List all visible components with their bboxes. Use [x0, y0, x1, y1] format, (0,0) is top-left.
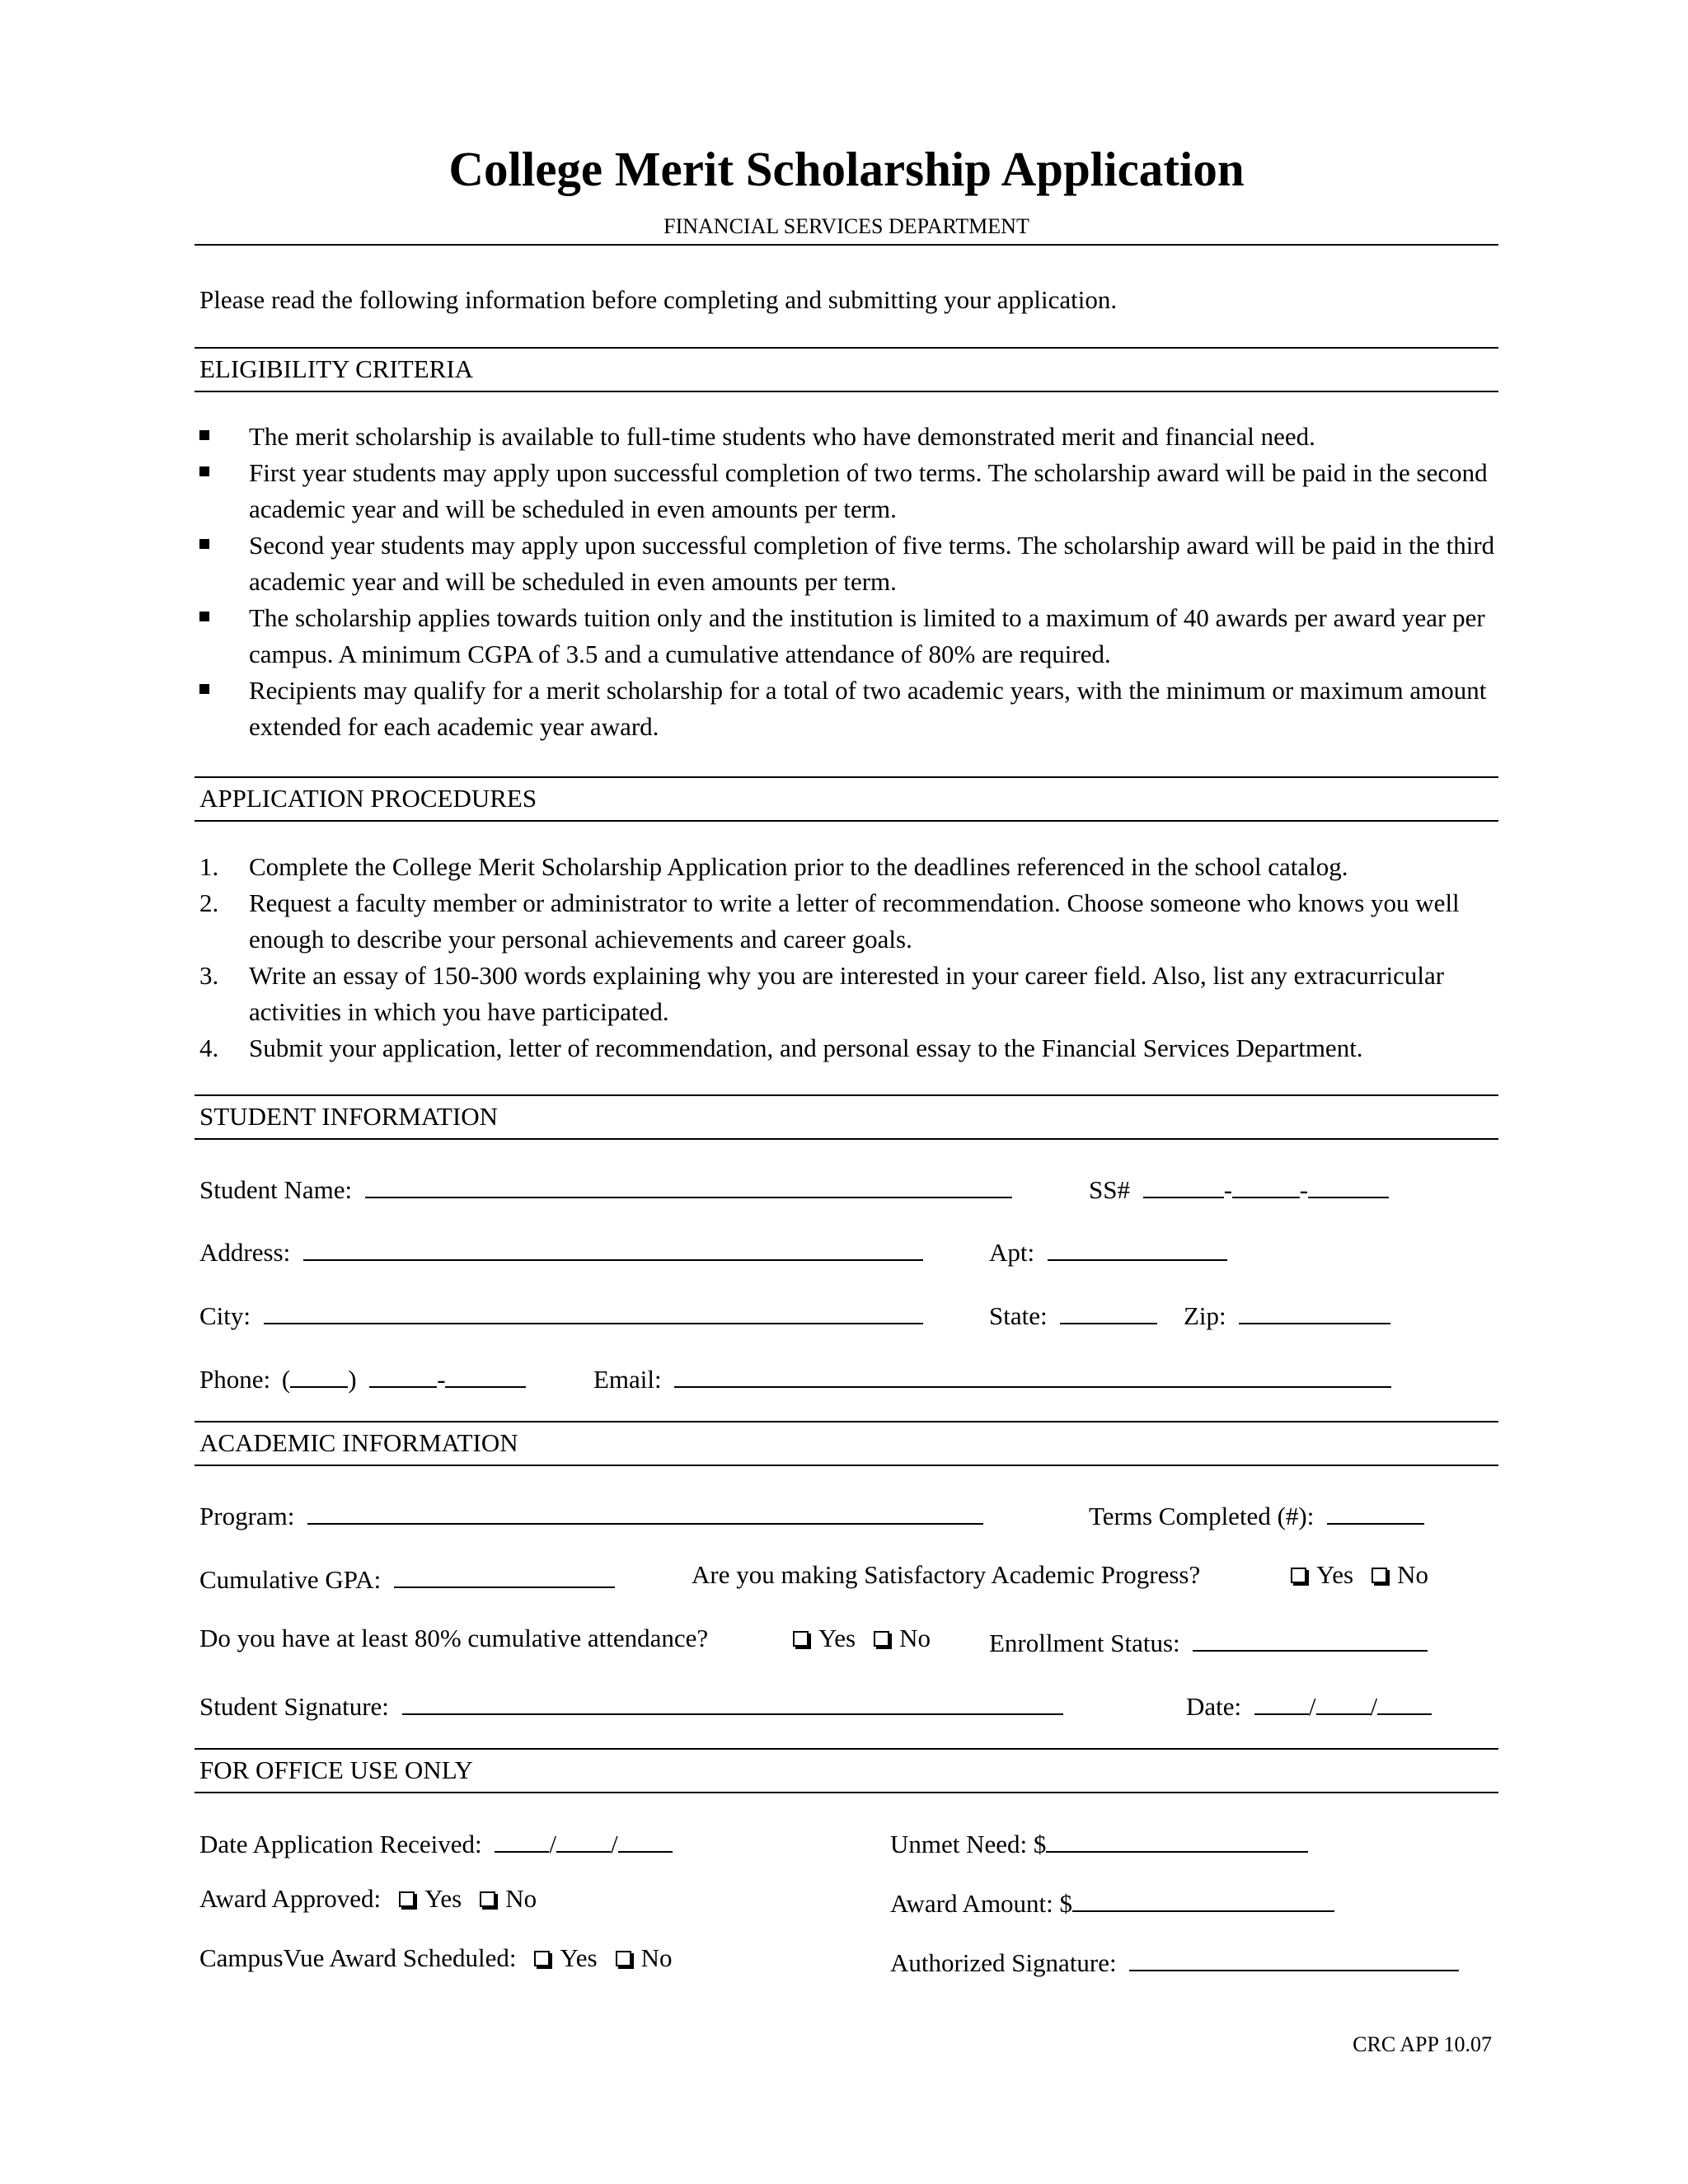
section-divider — [195, 391, 1498, 392]
sap-yes-label: Yes — [1316, 1560, 1354, 1589]
attendance-yes-checkbox[interactable] — [793, 1631, 809, 1647]
section-divider — [195, 347, 1498, 349]
section-divider — [195, 1421, 1498, 1422]
award-approved-yes-label: Yes — [424, 1884, 462, 1913]
enrollment-status-label: Enrollment Status: — [989, 1629, 1180, 1657]
state-label: State: — [989, 1301, 1048, 1330]
section-divider — [195, 1748, 1498, 1750]
student-signature-row — [199, 1689, 1063, 1719]
award-approved-yes-checkbox[interactable] — [399, 1891, 415, 1907]
award-approved-no-checkbox[interactable] — [480, 1891, 495, 1907]
attendance-yes-label: Yes — [818, 1624, 856, 1652]
campusvue-yes-checkbox[interactable] — [534, 1951, 550, 1966]
eligibility-item: First year students may apply upon successful completion of two terms. The scholarship award will be paid in the second academic year and will be scheduled in even amounts per term. — [249, 458, 1488, 523]
campusvue-no-checkbox[interactable] — [616, 1951, 631, 1966]
phone-row: Phone: ( ) - — [199, 1361, 526, 1392]
address-row — [199, 1235, 923, 1265]
step-number: 1. — [199, 852, 219, 881]
email-label: Email: — [593, 1365, 662, 1394]
zip-field[interactable] — [1239, 1298, 1390, 1324]
date-received-month-field[interactable] — [495, 1826, 549, 1853]
terms-completed-field[interactable] — [1327, 1498, 1424, 1525]
apt-label: Apt: — [989, 1238, 1035, 1267]
intro-text: Please read the following information before completing and submitting your application. — [199, 285, 1118, 314]
form-code: CRC APP 10.07 — [1353, 2032, 1492, 2056]
eligibility-item: The merit scholarship is available to full-time students who have demonstrated merit and financial need. — [249, 422, 1315, 451]
gpa-row — [199, 1562, 615, 1592]
enrollment-status-field[interactable] — [1193, 1625, 1428, 1652]
procedure-item: Request a faculty member or administrator to write a letter of recommendation. Choose someone who knows you well enough to describe your personal achievements and career goals. — [249, 888, 1460, 954]
student-info-heading: STUDENT INFORMATION — [199, 1102, 498, 1131]
signature-date-month-field[interactable] — [1254, 1689, 1309, 1715]
signature-date-year-field[interactable] — [1377, 1689, 1432, 1715]
zip-label: Zip: — [1184, 1301, 1226, 1330]
header-divider — [195, 244, 1498, 246]
apt-field[interactable] — [1048, 1235, 1227, 1261]
student-name-row — [199, 1172, 1012, 1202]
ss-label: SS# — [1089, 1175, 1130, 1204]
terms-completed-row — [1089, 1498, 1424, 1529]
award-amount-row — [890, 1886, 1334, 1916]
gpa-field[interactable] — [394, 1562, 615, 1588]
page-title: College Merit Scholarship Application — [448, 142, 1245, 196]
city-label: City: — [199, 1301, 251, 1330]
bullet-icon — [199, 466, 209, 476]
date-received-label: Date Application Received: — [199, 1830, 482, 1858]
ss-part1-field[interactable] — [1143, 1172, 1224, 1198]
city-field[interactable] — [264, 1298, 923, 1324]
section-divider — [195, 1094, 1498, 1096]
sap-question: Are you making Satisfactory Academic Progress? — [692, 1560, 1201, 1589]
procedure-item: Write an essay of 150-300 words explaining why you are interested in your career field. Also, list any extracurricular activities in which you have participated. — [249, 961, 1445, 1026]
bullet-icon — [199, 430, 209, 440]
step-number: 4. — [199, 1033, 219, 1062]
signature-date-day-field[interactable] — [1316, 1689, 1371, 1715]
city-row — [199, 1298, 923, 1329]
award-approved-label: Award Approved: — [199, 1884, 382, 1913]
section-divider — [195, 776, 1498, 778]
authorized-signature-field[interactable] — [1129, 1945, 1459, 1971]
program-field[interactable] — [307, 1498, 983, 1525]
section-divider — [195, 1465, 1498, 1466]
campusvue-yes-label: Yes — [560, 1943, 598, 1972]
office-use-heading: FOR OFFICE USE ONLY — [199, 1755, 473, 1784]
address-label: Address: — [199, 1238, 291, 1267]
apt-row — [989, 1235, 1227, 1265]
date-received-year-field[interactable] — [618, 1826, 673, 1853]
procedure-item: Submit your application, letter of recommendation, and personal essay to the Financial Services Department. — [249, 1033, 1363, 1062]
procedure-item: Complete the College Merit Scholarship Application prior to the deadlines referenced in the school catalog. — [249, 852, 1348, 881]
unmet-need-row — [890, 1826, 1308, 1857]
signature-date-row: Date: / / — [1186, 1689, 1432, 1719]
student-signature-field[interactable] — [402, 1689, 1063, 1715]
state-field[interactable] — [1060, 1298, 1157, 1324]
state-row — [989, 1298, 1157, 1329]
section-divider — [195, 1792, 1498, 1793]
procedures-heading: APPLICATION PROCEDURES — [199, 784, 537, 813]
sap-yes-checkbox[interactable] — [1291, 1568, 1306, 1583]
sap-no-label: No — [1397, 1560, 1428, 1589]
department-subtitle: FINANCIAL SERVICES DEPARTMENT — [663, 214, 1029, 238]
unmet-need-field[interactable] — [1046, 1826, 1308, 1853]
date-received-day-field[interactable] — [556, 1826, 611, 1853]
phone-area-code-field[interactable] — [290, 1361, 348, 1388]
ss-part3-field[interactable] — [1308, 1172, 1389, 1198]
eligibility-heading: ELIGIBILITY CRITERIA — [199, 354, 474, 383]
sap-no-checkbox[interactable] — [1372, 1568, 1387, 1583]
phone-line-field[interactable] — [445, 1361, 526, 1388]
section-divider — [195, 820, 1498, 822]
authorized-signature-row — [890, 1945, 1459, 1975]
student-signature-label: Student Signature: — [199, 1692, 389, 1721]
attendance-no-label: No — [899, 1624, 931, 1652]
sap-options — [1291, 1562, 1428, 1587]
campusvue-label: CampusVue Award Scheduled: — [199, 1943, 517, 1972]
email-row — [593, 1361, 1391, 1392]
ss-row: SS# - - — [1089, 1172, 1389, 1202]
ss-part2-field[interactable] — [1232, 1172, 1300, 1198]
signature-date-label: Date: — [1186, 1692, 1242, 1721]
zip-row — [1184, 1298, 1390, 1329]
terms-completed-label: Terms Completed (#): — [1089, 1502, 1315, 1530]
gpa-label: Cumulative GPA: — [199, 1565, 382, 1594]
eligibility-item: The scholarship applies towards tuition only and the institution is limited to a maximum of 40 awards per award year per campus. A minimum CGPA of 3.5 and a cumulative attendance of 80% are required. — [249, 603, 1485, 668]
eligibility-item: Recipients may qualify for a merit scholarship for a total of two academic years, with the minimum or maximum amount extended for each academic year award. — [249, 676, 1487, 741]
program-row — [199, 1498, 983, 1529]
award-approved-no-label: No — [505, 1884, 537, 1913]
campusvue-no-label: No — [640, 1943, 673, 1972]
step-number: 3. — [199, 961, 219, 990]
address-field[interactable] — [303, 1235, 923, 1261]
authorized-signature-label: Authorized Signature: — [890, 1948, 1117, 1977]
bullet-icon — [199, 684, 209, 694]
date-received-row: Date Application Received: / / — [199, 1826, 673, 1857]
award-approved-row — [199, 1886, 537, 1911]
award-amount-label: Award Amount: $ — [890, 1889, 1073, 1918]
eligibility-item: Second year students may apply upon successful completion of five terms. The scholarship award will be paid in the third academic year and will be scheduled in even amounts per term. — [249, 531, 1495, 596]
phone-prefix-field[interactable] — [369, 1361, 437, 1388]
program-label: Program: — [199, 1502, 295, 1530]
attendance-question: Do you have at least 80% cumulative attendance? — [199, 1624, 709, 1652]
campusvue-row — [199, 1945, 672, 1971]
phone-label: Phone: — [199, 1365, 271, 1394]
student-name-field[interactable] — [365, 1172, 1012, 1198]
attendance-no-checkbox[interactable] — [874, 1631, 889, 1647]
award-amount-field[interactable] — [1072, 1886, 1334, 1912]
step-number: 2. — [199, 888, 219, 917]
email-field[interactable] — [674, 1361, 1391, 1388]
section-divider — [195, 1138, 1498, 1140]
bullet-icon — [199, 612, 209, 621]
unmet-need-label: Unmet Need: $ — [890, 1830, 1047, 1858]
student-name-label: Student Name: — [199, 1175, 353, 1204]
attendance-options — [793, 1625, 931, 1651]
bullet-icon — [199, 539, 209, 549]
enrollment-status-row — [989, 1625, 1428, 1656]
academic-info-heading: ACADEMIC INFORMATION — [199, 1428, 518, 1457]
